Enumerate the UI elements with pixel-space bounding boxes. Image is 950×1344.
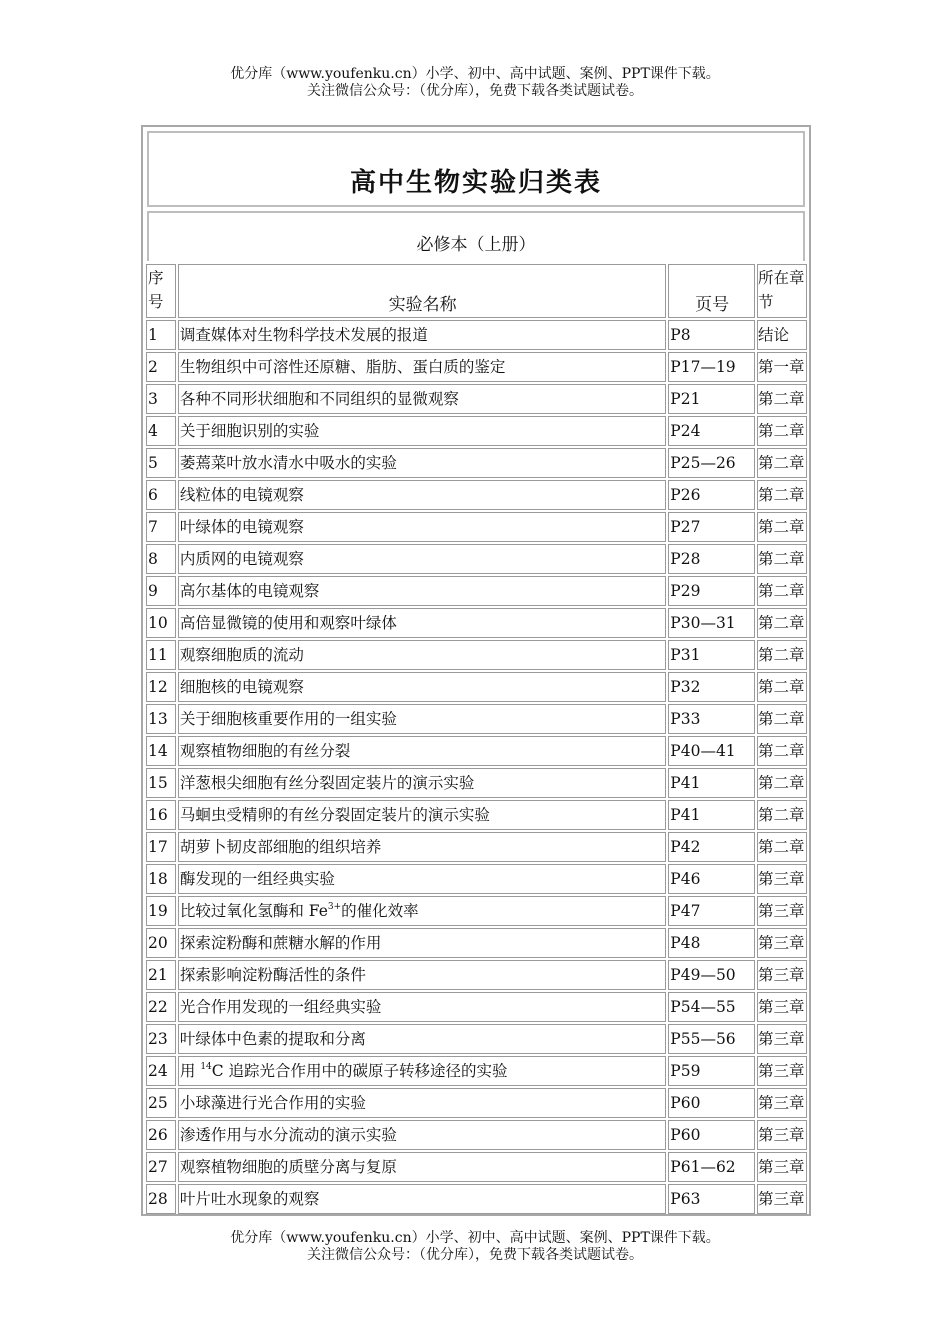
row-chapter: 第二章 [757, 704, 807, 734]
row-chapter: 第二章 [757, 800, 807, 830]
row-name: 观察细胞质的流动 [178, 640, 666, 670]
row-page: P42 [668, 832, 755, 862]
table-row [146, 1056, 807, 1086]
footer-line-2: 关注微信公众号：（优分库），免费下载各类试题试卷。 [307, 1247, 643, 1263]
row-chapter: 第二章 [757, 736, 807, 766]
row-page: P46 [668, 864, 755, 894]
row-no: 20 [146, 928, 176, 958]
row-name: 各种不同形状细胞和不同组织的显微观察 [178, 384, 666, 414]
row-page: P32 [668, 672, 755, 702]
row-name: 探索影响淀粉酶活性的条件 [178, 960, 666, 990]
row-chapter: 第三章 [757, 1088, 807, 1118]
row-name: 高尔基体的电镜观察 [178, 576, 666, 606]
row-chapter: 第二章 [757, 544, 807, 574]
row-chapter: 第三章 [757, 1120, 807, 1150]
row-no: 6 [146, 480, 176, 510]
row-no: 11 [146, 640, 176, 670]
row-chapter: 第二章 [757, 640, 807, 670]
table-row [146, 896, 807, 926]
experiment-table [144, 262, 809, 1216]
row-no: 22 [146, 992, 176, 1022]
row-name: 生物组织中可溶性还原糖、脂肪、蛋白质的鉴定 [178, 352, 666, 382]
row-name: 线粒体的电镜观察 [178, 480, 666, 510]
row-no: 1 [146, 320, 176, 350]
row-page: P28 [668, 544, 755, 574]
table-row [146, 1024, 807, 1054]
title-box [147, 131, 805, 207]
row-page: P48 [668, 928, 755, 958]
table-row [146, 1088, 807, 1118]
row-chapter: 第二章 [757, 576, 807, 606]
row-page: P25—26 [668, 448, 755, 478]
row-name: 关于细胞核重要作用的一组实验 [178, 704, 666, 734]
row-name: 观察植物细胞的有丝分裂 [178, 736, 666, 766]
table-row [146, 448, 807, 478]
header-no: 序号 [146, 264, 176, 318]
table-row [146, 1152, 807, 1182]
table-row [146, 1120, 807, 1150]
row-name: 光合作用发现的一组经典实验 [178, 992, 666, 1022]
row-page: P60 [668, 1120, 755, 1150]
row-no: 24 [146, 1056, 176, 1086]
section-box [147, 211, 805, 261]
header-line-2: 关注微信公众号：（优分库），免费下载各类试题试卷。 [307, 83, 643, 99]
row-chapter: 第二章 [757, 832, 807, 862]
row-no: 4 [146, 416, 176, 446]
table-row [146, 512, 807, 542]
header-page: 页号 [668, 264, 755, 318]
page-footer [0, 1230, 950, 1264]
row-no: 9 [146, 576, 176, 606]
row-chapter: 第三章 [757, 864, 807, 894]
row-name: 小球藻进行光合作用的实验 [178, 1088, 666, 1118]
row-page: P41 [668, 768, 755, 798]
table-row [146, 352, 807, 382]
table-row [146, 864, 807, 894]
row-no: 27 [146, 1152, 176, 1182]
row-page: P31 [668, 640, 755, 670]
table-row [146, 576, 807, 606]
table-row [146, 1184, 807, 1214]
row-chapter: 第二章 [757, 608, 807, 638]
row-page: P8 [668, 320, 755, 350]
table-row [146, 960, 807, 990]
row-no: 5 [146, 448, 176, 478]
row-no: 14 [146, 736, 176, 766]
row-name [178, 1056, 666, 1086]
row-name-text: 比较过氧化氢酶和 Fe [179, 902, 328, 920]
row-chapter: 第三章 [757, 928, 807, 958]
row-no: 2 [146, 352, 176, 382]
table-row [146, 416, 807, 446]
table-row [146, 832, 807, 862]
row-no: 28 [146, 1184, 176, 1214]
row-name: 洋葱根尖细胞有丝分裂固定装片的演示实验 [178, 768, 666, 798]
row-name-text: 用 [179, 1062, 201, 1080]
row-page: P21 [668, 384, 755, 414]
row-name: 关于细胞识别的实验 [178, 416, 666, 446]
section-title: 必修本（上册） [416, 235, 536, 255]
row-name: 观察植物细胞的质壁分离与复原 [178, 1152, 666, 1182]
row-name-superscript: 14 [200, 1062, 212, 1072]
row-chapter: 第三章 [757, 1024, 807, 1054]
row-chapter: 第三章 [757, 1152, 807, 1182]
document-frame [141, 125, 811, 1216]
page-title: 高中生物实验归类表 [349, 168, 602, 198]
table-row [146, 384, 807, 414]
row-no: 3 [146, 384, 176, 414]
row-chapter: 第三章 [757, 1056, 807, 1086]
row-page: P59 [668, 1056, 755, 1086]
row-page: P40—41 [668, 736, 755, 766]
row-page: P33 [668, 704, 755, 734]
row-chapter: 第二章 [757, 448, 807, 478]
row-chapter: 第一章 [757, 352, 807, 382]
row-name: 马蛔虫受精卵的有丝分裂固定装片的演示实验 [178, 800, 666, 830]
row-no: 13 [146, 704, 176, 734]
table-row [146, 704, 807, 734]
row-name: 调查媒体对生物科学技术发展的报道 [178, 320, 666, 350]
row-page: P26 [668, 480, 755, 510]
row-chapter: 第二章 [757, 384, 807, 414]
row-no: 18 [146, 864, 176, 894]
row-page: P41 [668, 800, 755, 830]
row-no: 19 [146, 896, 176, 926]
row-chapter: 第三章 [757, 960, 807, 990]
row-name: 叶片吐水现象的观察 [178, 1184, 666, 1214]
row-no: 10 [146, 608, 176, 638]
row-page: P29 [668, 576, 755, 606]
row-no: 17 [146, 832, 176, 862]
row-name: 细胞核的电镜观察 [178, 672, 666, 702]
row-chapter: 第二章 [757, 768, 807, 798]
row-no: 15 [146, 768, 176, 798]
row-name: 萎蔫菜叶放水清水中吸水的实验 [178, 448, 666, 478]
row-page: P30—31 [668, 608, 755, 638]
row-name-text-tail: C 追踪光合作用中的碳原子转移途径的实验 [211, 1062, 508, 1080]
table-header-row [146, 264, 807, 318]
row-name: 渗透作用与水分流动的演示实验 [178, 1120, 666, 1150]
header-line-1: 优分库（www.youfenku.cn）小学、初中、高中试题、案例、PPT课件下载。 [230, 66, 720, 82]
page-header [0, 66, 950, 100]
footer-line-1: 优分库（www.youfenku.cn）小学、初中、高中试题、案例、PPT课件下载。 [230, 1230, 720, 1246]
row-no: 12 [146, 672, 176, 702]
row-no: 26 [146, 1120, 176, 1150]
table-row [146, 992, 807, 1022]
row-name [178, 896, 666, 926]
row-page: P63 [668, 1184, 755, 1214]
row-no: 23 [146, 1024, 176, 1054]
row-no: 7 [146, 512, 176, 542]
row-no: 8 [146, 544, 176, 574]
row-name: 高倍显微镜的使用和观察叶绿体 [178, 608, 666, 638]
row-page: P27 [668, 512, 755, 542]
row-page: P49—50 [668, 960, 755, 990]
row-name-text-tail: 的催化效率 [341, 902, 419, 920]
row-name: 叶绿体中色素的提取和分离 [178, 1024, 666, 1054]
table-row [146, 320, 807, 350]
row-page: P61—62 [668, 1152, 755, 1182]
row-name: 内质网的电镜观察 [178, 544, 666, 574]
table-row [146, 736, 807, 766]
table-row [146, 928, 807, 958]
row-name: 探索淀粉酶和蔗糖水解的作用 [178, 928, 666, 958]
row-name: 酶发现的一组经典实验 [178, 864, 666, 894]
row-page: P47 [668, 896, 755, 926]
row-chapter: 第二章 [757, 512, 807, 542]
row-page: P60 [668, 1088, 755, 1118]
row-no: 25 [146, 1088, 176, 1118]
row-name: 叶绿体的电镜观察 [178, 512, 666, 542]
row-chapter: 第三章 [757, 1184, 807, 1214]
table-row [146, 672, 807, 702]
header-chapter: 所在章节 [757, 264, 807, 318]
table-row [146, 608, 807, 638]
row-page: P17—19 [668, 352, 755, 382]
header-name: 实验名称 [178, 264, 666, 318]
row-name-superscript: 3+ [327, 902, 342, 912]
table-row [146, 800, 807, 830]
row-page: P54—55 [668, 992, 755, 1022]
row-name: 胡萝卜韧皮部细胞的组织培养 [178, 832, 666, 862]
row-chapter: 第二章 [757, 672, 807, 702]
row-chapter: 第三章 [757, 992, 807, 1022]
row-no: 21 [146, 960, 176, 990]
row-chapter: 第二章 [757, 480, 807, 510]
table-row [146, 480, 807, 510]
table-row [146, 768, 807, 798]
row-chapter: 结论 [757, 320, 807, 350]
table-row [146, 544, 807, 574]
row-no: 16 [146, 800, 176, 830]
row-page: P24 [668, 416, 755, 446]
table-row [146, 640, 807, 670]
row-chapter: 第三章 [757, 896, 807, 926]
row-page: P55—56 [668, 1024, 755, 1054]
row-chapter: 第二章 [757, 416, 807, 446]
